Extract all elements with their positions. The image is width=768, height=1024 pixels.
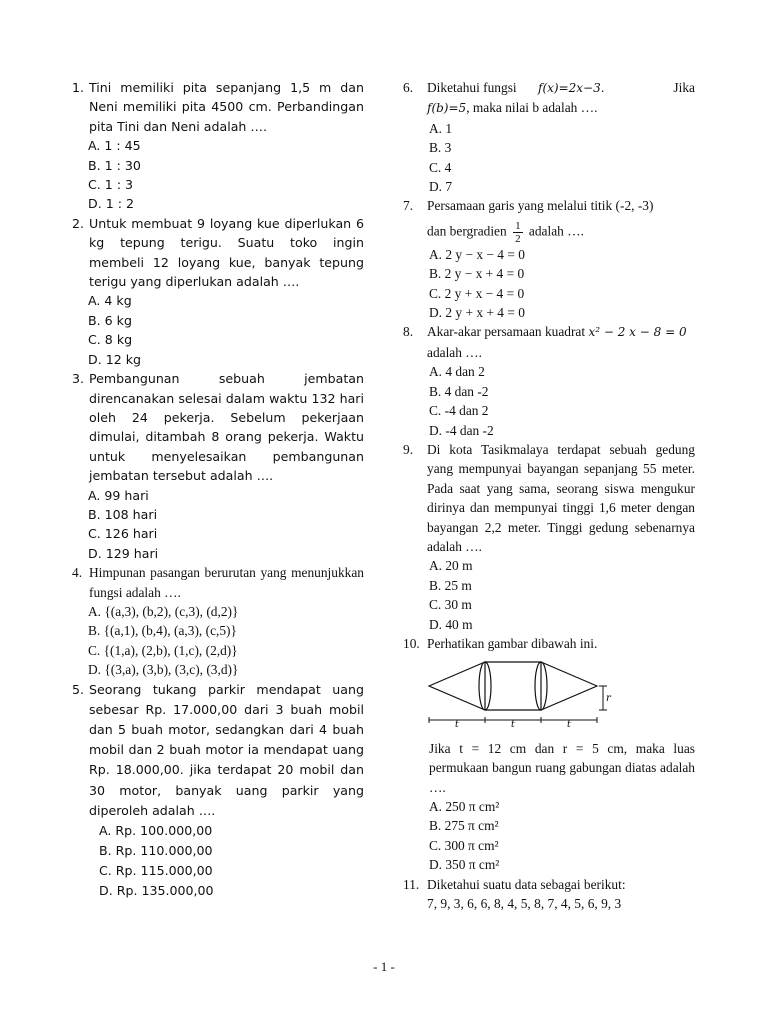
composite-solid-diagram [427, 659, 627, 729]
question-number: 3. [72, 371, 85, 387]
option: D. 2 y + x + 4 = 0 [429, 305, 525, 321]
question-number: 4. [72, 565, 83, 581]
option: A. {(a,3), (b,2), (c,3), (d,2)} [88, 603, 239, 619]
question-11 [403, 875, 695, 894]
page-number: - 1 - [373, 959, 395, 974]
option: C. 4 [429, 159, 452, 175]
question-text: Untuk membuat 9 loyang kue diperlukan 6 kg tepung terigu. Suatu toko ingin membeli 12 loyang kue, banyak tepung terigu yang diperlukan adalah …. [89, 215, 364, 290]
question-text [427, 78, 695, 119]
option: B. {(a,1), (b,4), (a,3), (c,5)} [88, 623, 237, 639]
option: D. 350 π cm² [429, 857, 500, 873]
question-number: 10. [403, 635, 420, 651]
question-lead: Diketahui fungsi [427, 80, 517, 95]
option: D. -4 dan -2 [429, 422, 494, 438]
question-9 [403, 440, 695, 556]
question-line: Persamaan garis yang melalui titik (-2, -3) [427, 198, 654, 214]
gradient-label: dan bergradien [427, 223, 507, 239]
option: D. 7 [429, 179, 453, 195]
option: C. {(1,a), (2,b), (1,c), (2,d)} [88, 642, 238, 658]
quadratic-equation: x² − 2 x − 8 = 0 [588, 325, 687, 340]
question-10 [403, 634, 695, 653]
option: C. 126 hari [88, 526, 158, 542]
question-2 [72, 214, 364, 292]
fraction-denominator: 2 [515, 232, 521, 245]
length-label-t: t [511, 720, 515, 730]
question-3 [72, 369, 364, 485]
option: C. 2 y + x − 4 = 0 [429, 285, 525, 301]
function-condition: f(b)=5 [427, 101, 467, 116]
question-text: Perhatikan gambar dibawah ini. [427, 635, 598, 651]
option: B. 1 : 30 [88, 157, 141, 173]
option: A. 1 : 45 [88, 138, 141, 154]
question-tail: adalah …. [427, 344, 483, 360]
option: C. 1 : 3 [88, 177, 134, 193]
question-number: 5. [72, 681, 85, 697]
option: A. 250 π cm² [429, 799, 500, 814]
right-cone [541, 662, 597, 710]
option: A. 4 kg [88, 293, 132, 309]
cylinder-cone-figure [427, 659, 695, 734]
option: C. Rp. 115.000,00 [99, 863, 213, 879]
question-5 [72, 680, 364, 821]
question-text: Pembangunan sebuah jembatan direncanakan selesai dalam waktu 132 hari oleh 24 pekerja. Sebelum pekerjaan dimulai, ditambah 8 orang pekerja. Waktu untuk menyelesaikan pembangunan jembatan tersebut adalah …. [89, 371, 364, 484]
option: B. 25 m [429, 577, 472, 593]
left-cone [429, 662, 485, 710]
question-text: Tini memiliki pita sepanjang 1,5 m dan Neni memiliki pita 4500 cm. Perbandingan pita Tini dan Neni adalah …. [89, 80, 364, 134]
option: B. 2 y − x + 4 = 0 [429, 266, 525, 282]
option: A. 99 hari [88, 487, 149, 503]
option: D. 40 m [429, 616, 473, 632]
option: A. Rp. 100.000,00 [99, 823, 213, 839]
question-number: 7. [403, 198, 414, 214]
option: D. 129 hari [88, 545, 159, 561]
option: C. 300 π cm² [429, 837, 499, 853]
option: B. 4 dan -2 [429, 383, 489, 399]
data-values: 7, 9, 3, 6, 6, 8, 4, 5, 8, 7, 4, 5, 6, 9, 3 [427, 896, 622, 912]
option: B. Rp. 110.000,00 [99, 843, 213, 859]
question-number: 6. [403, 80, 414, 95]
question-text [427, 322, 695, 362]
question-number: 1. [72, 80, 85, 95]
option: C. 30 m [429, 597, 472, 613]
question-text: Seorang tukang parkir mendapat uang sebesar Rp. 17.000,00 dari 3 buah mobil dan 5 buah motor, sedangkan dari 4 buah mobil dan 2 buah motor ia mendapat uang Rp. 18.000,00. jika terdapat 20 mobil dan 30 motor, banyak uang parkir yang diperoleh adalah …. [89, 681, 364, 818]
question-line: Akar-akar persamaan kuadrat [427, 324, 586, 340]
question-text: Jika t = 12 cm dan r = 5 cm, maka luas permukaan bangun ruang gabungan diatas adalah …. [429, 740, 695, 795]
fraction [513, 220, 523, 245]
question-number: 9. [403, 441, 414, 457]
option: D. 1 : 2 [88, 196, 134, 212]
question-tail: adalah …. [528, 223, 584, 239]
option: C. 8 kg [88, 332, 133, 348]
option: A. 2 y − x − 4 = 0 [429, 246, 525, 262]
function-expression: f(x)=2x−3. [538, 81, 605, 95]
option: B. 275 π cm² [429, 818, 499, 834]
option: B. 3 [429, 140, 452, 156]
question-number: 11. [403, 876, 420, 892]
question-7 [403, 196, 695, 244]
jika-word: Jika [673, 80, 695, 95]
length-label-t: t [567, 720, 571, 730]
right-column [403, 78, 695, 913]
gradient-line [427, 220, 695, 245]
question-text: Himpunan pasangan berurutan yang menunjukkan fungsi adalah …. [89, 565, 364, 600]
option: D. 12 kg [88, 351, 142, 367]
question-6 [403, 78, 695, 119]
question-tail: , maka nilai b adalah …. [466, 100, 598, 116]
option: D. {(3,a), (3,b), (3,c), (3,d)} [88, 662, 239, 678]
option: D. Rp. 135.000,00 [99, 883, 214, 899]
option: A. 20 m [429, 558, 473, 574]
question-number: 2. [72, 215, 85, 231]
option: A. 1 [429, 120, 453, 136]
fraction-numerator: 1 [515, 219, 521, 232]
length-label-t: t [455, 720, 459, 730]
question-1 [72, 78, 364, 136]
radius-label: r [606, 693, 611, 705]
question-text: Diketahui suatu data sebagai berikut: [427, 876, 626, 892]
question-text [427, 196, 695, 244]
question-4 [72, 563, 364, 602]
option: A. 4 dan 2 [429, 364, 485, 380]
question-text: Di kota Tasikmalaya terdapat sebuah gedung yang mempunyai bayangan sepanjang 55 meter. Pada saat yang sama, seorang siswa mengukur dirinya dan mempunyai tinggi 1,6 meter dengan bayangan 2,2 meter. Tinggi gedung sebenarnya adalah …. [427, 441, 695, 554]
option: B. 108 hari [88, 506, 158, 522]
left-column [72, 78, 364, 901]
option: B. 6 kg [88, 312, 132, 328]
option: C. -4 dan 2 [429, 403, 489, 419]
question-number: 8. [403, 324, 414, 340]
question-8 [403, 322, 695, 362]
